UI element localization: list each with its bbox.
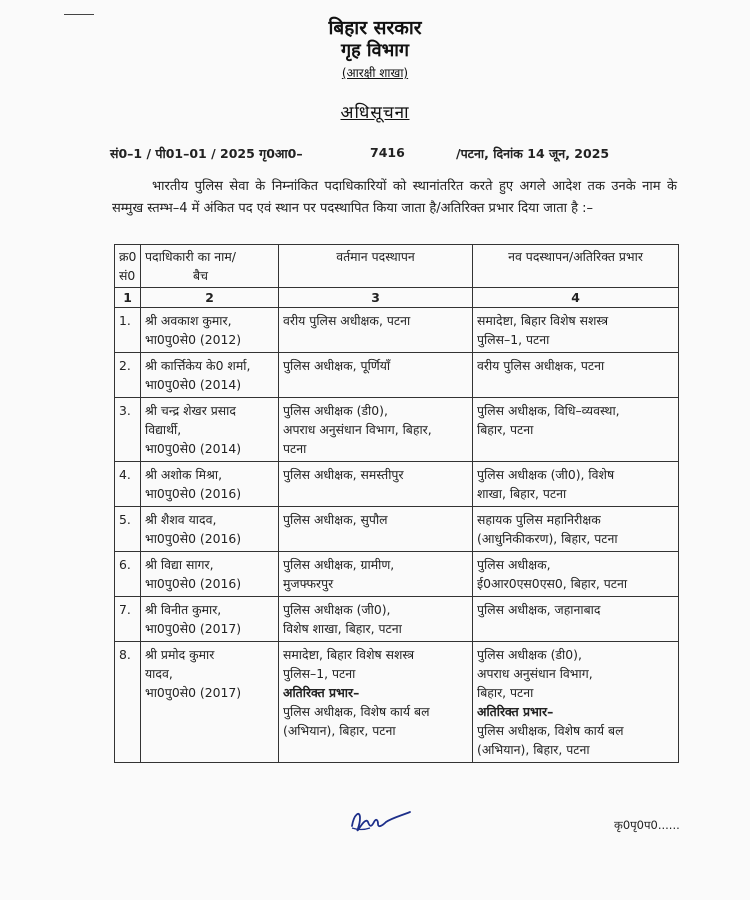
table-row bbox=[115, 507, 679, 552]
serial-number: 8. bbox=[115, 642, 141, 763]
name-line: विद्यार्थी, bbox=[145, 422, 182, 437]
intro-text: भारतीय पुलिस सेवा के निम्नांकित पदाधिकारियों को स्थानांतरित करते हुए अगले आदेश तक उनके नाम के सम्मुख स्तम्भ–4 में अंकित पद एवं स्थान पर पदस्थापित किया जाता है/अतिरिक्त प्रभार दिया जाता है :– bbox=[112, 179, 677, 216]
header-name-line: बैच bbox=[193, 268, 208, 283]
serial-number: 7. bbox=[115, 597, 141, 642]
new-line: अपराध अनुसंधान विभाग, bbox=[477, 666, 593, 681]
name-cell bbox=[141, 597, 279, 642]
new-line: वरीय पुलिस अधीक्षक, पटना bbox=[477, 358, 605, 373]
table-header-row bbox=[115, 245, 679, 288]
new-cell bbox=[473, 462, 679, 507]
new-cell bbox=[473, 353, 679, 398]
name-line: भा0पु0से0 (2016) bbox=[145, 486, 242, 501]
new-line: पुलिस अधीक्षक, विधि–व्यवस्था, bbox=[477, 403, 620, 418]
serial-number: 3. bbox=[115, 398, 141, 462]
name-cell bbox=[141, 642, 279, 763]
current-line: पुलिस अधीक्षक, सुपौल bbox=[283, 512, 388, 527]
intro-paragraph bbox=[112, 176, 677, 220]
name-cell bbox=[141, 507, 279, 552]
name-line: यादव, bbox=[145, 666, 173, 681]
name-cell bbox=[141, 462, 279, 507]
current-cell bbox=[279, 642, 473, 763]
name-line: श्री विनीत कुमार, bbox=[145, 602, 222, 617]
reference-date: /पटना, दिनांक 14 जून, 2025 bbox=[456, 146, 610, 161]
name-line: भा0पु0से0 (2012) bbox=[145, 332, 242, 347]
name-line: श्री कार्त्तिकेय के0 शर्मा, bbox=[145, 358, 251, 373]
column-number: 1 bbox=[115, 288, 141, 308]
name-cell bbox=[141, 552, 279, 597]
current-cell bbox=[279, 308, 473, 353]
header-current: वर्तमान पदस्थापन bbox=[279, 245, 473, 288]
current-line: पुलिस अधीक्षक, पूर्णियाँ bbox=[283, 358, 391, 373]
continued-note: कृ0पृ0प0...... bbox=[614, 818, 680, 832]
table-row bbox=[115, 462, 679, 507]
serial-number: 4. bbox=[115, 462, 141, 507]
column-number: 3 bbox=[279, 288, 473, 308]
name-cell bbox=[141, 308, 279, 353]
table-row bbox=[115, 308, 679, 353]
name-line: श्री चन्द्र शेखर प्रसाद bbox=[145, 403, 236, 418]
column-number: 4 bbox=[473, 288, 679, 308]
reference-number: 7416 bbox=[370, 145, 405, 160]
new-cell bbox=[473, 507, 679, 552]
new-cell bbox=[473, 308, 679, 353]
reference-code: सं0–1 / पी01–01 / 2025 गृ0आ0– bbox=[110, 146, 303, 161]
current-line: अतिरिक्त प्रभार– bbox=[283, 685, 360, 700]
name-line: श्री प्रमोद कुमार bbox=[145, 647, 215, 662]
signature bbox=[348, 804, 414, 840]
name-line: भा0पु0से0 (2014) bbox=[145, 377, 242, 392]
name-line: भा0पु0से0 (2017) bbox=[145, 621, 242, 636]
current-cell bbox=[279, 398, 473, 462]
name-line: भा0पु0से0 (2016) bbox=[145, 576, 242, 591]
department-title: गृह विभाग bbox=[340, 40, 410, 61]
header-sn-line: सं0 bbox=[119, 268, 136, 283]
header-sn-line: क्र0 bbox=[119, 249, 137, 264]
new-line: पुलिस अधीक्षक, जहानाबाद bbox=[477, 602, 601, 617]
table-row bbox=[115, 552, 679, 597]
serial-number: 6. bbox=[115, 552, 141, 597]
current-line: (अभियान), बिहार, पटना bbox=[283, 723, 396, 738]
current-line: पटना bbox=[283, 441, 307, 456]
current-cell bbox=[279, 507, 473, 552]
new-line: पुलिस अधीक्षक, bbox=[477, 557, 551, 572]
current-line: पुलिस अधीक्षक (जी0), bbox=[283, 602, 391, 617]
current-line: समादेष्टा, बिहार विशेष सशस्त्र bbox=[283, 647, 415, 662]
name-line: श्री विद्या सागर, bbox=[145, 557, 214, 572]
transfer-table bbox=[114, 244, 679, 763]
new-line: बिहार, पटना bbox=[477, 422, 534, 437]
new-line: पुलिस अधीक्षक (जी0), विशेष bbox=[477, 467, 615, 482]
new-line: समादेष्टा, बिहार विशेष सशस्त्र bbox=[477, 313, 609, 328]
serial-number: 5. bbox=[115, 507, 141, 552]
current-line: मुजफ्फरपुर bbox=[283, 576, 334, 591]
new-line: पुलिस–1, पटना bbox=[477, 332, 550, 347]
column-number: 2 bbox=[141, 288, 279, 308]
table-row bbox=[115, 398, 679, 462]
current-line: पुलिस अधीक्षक, समस्तीपुर bbox=[283, 467, 404, 482]
column-number-row bbox=[115, 288, 679, 308]
new-line: सहायक पुलिस महानिरीक्षक bbox=[477, 512, 601, 527]
current-cell bbox=[279, 462, 473, 507]
name-cell bbox=[141, 398, 279, 462]
name-line: श्री अशोक मिश्रा, bbox=[145, 467, 223, 482]
new-line: बिहार, पटना bbox=[477, 685, 534, 700]
new-cell bbox=[473, 642, 679, 763]
new-cell bbox=[473, 398, 679, 462]
current-cell bbox=[279, 552, 473, 597]
new-cell bbox=[473, 552, 679, 597]
current-cell bbox=[279, 353, 473, 398]
name-line: श्री अवकाश कुमार, bbox=[145, 313, 232, 328]
serial-number: 2. bbox=[115, 353, 141, 398]
new-line: (आधुनिकीकरण), बिहार, पटना bbox=[477, 531, 618, 546]
header-name bbox=[141, 245, 279, 288]
name-line: भा0पु0से0 (2017) bbox=[145, 685, 242, 700]
serial-number: 1. bbox=[115, 308, 141, 353]
new-line: अतिरिक्त प्रभार– bbox=[477, 704, 554, 719]
current-line: पुलिस अधीक्षक (डी0), bbox=[283, 403, 388, 418]
current-cell bbox=[279, 597, 473, 642]
table-row bbox=[115, 597, 679, 642]
new-line: शाखा, बिहार, पटना bbox=[477, 486, 567, 501]
current-line: पुलिस अधीक्षक, ग्रामीण, bbox=[283, 557, 395, 572]
new-line: ई0आर0एस0एस0, बिहार, पटना bbox=[477, 576, 628, 591]
current-line: अपराध अनुसंधान विभाग, बिहार, bbox=[283, 422, 432, 437]
table-body bbox=[115, 308, 679, 763]
new-line: पुलिस अधीक्षक, विशेष कार्य बल bbox=[477, 723, 624, 738]
new-line: पुलिस अधीक्षक (डी0), bbox=[477, 647, 582, 662]
notification-title: अधिसूचना bbox=[340, 103, 410, 123]
name-line: श्री शैशव यादव, bbox=[145, 512, 217, 527]
name-cell bbox=[141, 353, 279, 398]
name-line: भा0पु0से0 (2014) bbox=[145, 441, 242, 456]
current-line: पुलिस–1, पटना bbox=[283, 666, 356, 681]
table-row bbox=[115, 353, 679, 398]
header-new: नव पदस्थापन/अतिरिक्त प्रभार bbox=[473, 245, 679, 288]
new-cell bbox=[473, 597, 679, 642]
table-row bbox=[115, 642, 679, 763]
header-sn bbox=[115, 245, 141, 288]
current-line: विशेष शाखा, बिहार, पटना bbox=[283, 621, 402, 636]
name-line: भा0पु0से0 (2016) bbox=[145, 531, 242, 546]
header-name-line: पदाधिकारी का नाम/ bbox=[145, 249, 236, 264]
new-line: (अभियान), बिहार, पटना bbox=[477, 742, 590, 757]
government-title: बिहार सरकार bbox=[328, 17, 422, 39]
current-line: वरीय पुलिस अधीक्षक, पटना bbox=[283, 313, 411, 328]
branch-title: (आरक्षी शाखा) bbox=[341, 66, 409, 80]
current-line: पुलिस अधीक्षक, विशेष कार्य बल bbox=[283, 704, 430, 719]
